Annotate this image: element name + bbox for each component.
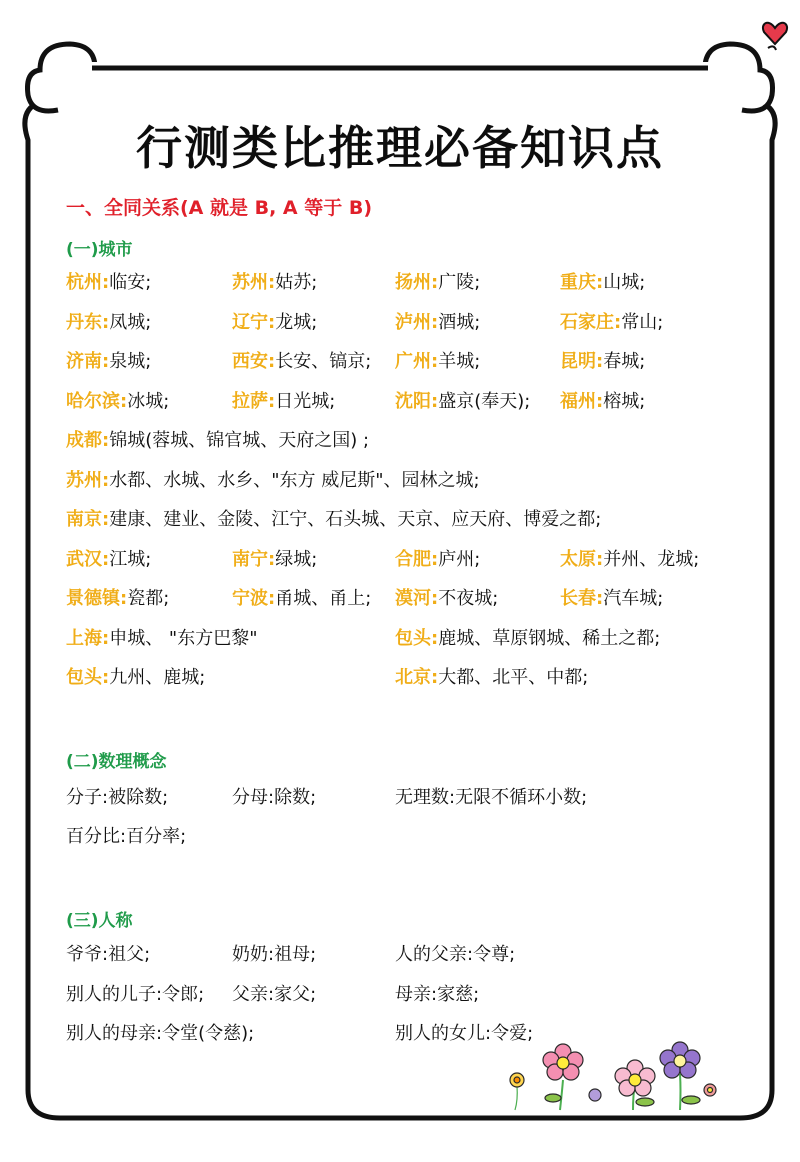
city-entry [395,663,588,693]
city-entry [232,347,371,377]
city-entry [66,584,169,614]
city-name: 哈尔滨: [66,391,128,412]
city-alias: 申城、 "东方巴黎" [109,628,258,649]
title-entry: 别人的女儿:令爱; [395,1023,534,1044]
city-name: 苏州: [66,470,110,491]
city-alias: 春城; [603,351,646,372]
concept-entry: 分母:除数; [232,787,317,808]
city-name: 景德镇: [66,588,128,609]
city-row [0,624,800,654]
city-entry [66,466,480,496]
city-alias: 酒城; [438,312,481,333]
city-row [0,387,800,417]
city-entry [66,545,151,575]
city-alias: 广陵; [438,272,481,293]
subheading-person-titles: (三)人称 [66,911,133,931]
city-alias: 常山; [621,312,664,333]
city-row [0,268,800,298]
concept-entry: 分子:被除数; [66,787,169,808]
city-alias: 不夜城; [438,588,499,609]
title-entry: 别人的儿子:令郎; [66,984,205,1005]
city-alias: 泉城; [109,351,152,372]
city-entry [395,584,498,614]
title-entry: 爷爷:祖父; [66,944,151,965]
title-entry: 奶奶:祖母; [232,944,317,965]
city-name: 合肥: [395,549,439,570]
city-name: 沈阳: [395,391,439,412]
city-name: 苏州: [232,272,276,293]
city-name: 太原: [560,549,604,570]
city-entry [66,268,151,298]
city-entry [66,505,601,535]
city-entry [395,268,480,298]
city-alias: 龙城; [275,312,318,333]
city-name: 拉萨: [232,391,276,412]
city-entry [66,663,205,693]
city-alias: 江城; [109,549,152,570]
city-entry [560,387,645,417]
city-entry [66,308,151,338]
city-entry [232,545,317,575]
city-alias: 并州、龙城; [603,549,700,570]
city-name: 包头: [395,628,439,649]
city-row [0,426,800,456]
city-row [0,505,800,535]
city-alias: 凤城; [109,312,152,333]
city-entry [232,584,371,614]
title-row [0,980,800,1010]
city-alias: 锦城(蓉城、锦官城、天府之国) ; [109,430,370,451]
city-alias: 榕城; [603,391,646,412]
city-name: 南京: [66,509,110,530]
city-entry [395,347,480,377]
title-entry: 父亲:家父; [232,984,317,1005]
city-entry [560,545,699,575]
city-alias: 绿城; [275,549,318,570]
city-name: 宁波: [232,588,276,609]
city-alias: 汽车城; [603,588,664,609]
concept-entry: 百分比:百分率; [66,826,187,847]
city-name: 杭州: [66,272,110,293]
city-name: 漠河: [395,588,439,609]
city-alias: 庐州; [438,549,481,570]
city-name: 泸州: [395,312,439,333]
subheading-cities: (一)城市 [66,240,133,260]
city-name: 扬州: [395,272,439,293]
city-name: 西安: [232,351,276,372]
city-entry [66,426,369,456]
city-alias: 水都、水城、水乡、"东方 威尼斯"、园林之城; [109,470,480,491]
city-entry [66,624,257,654]
city-alias: 姑苏; [275,272,318,293]
title-row [0,940,800,970]
city-row [0,308,800,338]
city-entry [232,387,335,417]
section-heading-full-equivalence: 一、全同关系(A 就是 B, A 等于 B) [66,197,373,219]
title-entry: 母亲:家慈; [395,984,480,1005]
city-alias: 长安、镐京; [275,351,372,372]
city-entry [66,387,169,417]
city-name: 辽宁: [232,312,276,333]
city-alias: 九州、鹿城; [109,667,206,688]
city-entry [395,624,660,654]
city-name: 石家庄: [560,312,622,333]
city-alias: 大都、北平、中都; [438,667,589,688]
concept-row [0,822,800,852]
city-name: 济南: [66,351,110,372]
concept-row [0,783,800,813]
city-name: 昆明: [560,351,604,372]
city-entry [560,347,645,377]
city-row [0,466,800,496]
city-name: 南宁: [232,549,276,570]
city-entry [232,268,317,298]
city-alias: 盛京(奉天); [438,391,531,412]
city-name: 北京: [395,667,439,688]
city-name: 福州: [560,391,604,412]
city-alias: 日光城; [275,391,336,412]
city-entry [560,308,663,338]
city-name: 广州: [395,351,439,372]
concept-entry: 无理数:无限不循环小数; [395,787,588,808]
title-entry: 别人的母亲:令堂(令慈); [66,1023,255,1044]
city-name: 丹东: [66,312,110,333]
city-name: 上海: [66,628,110,649]
city-row [0,347,800,377]
flower-decoration [505,1040,730,1112]
city-entry [232,308,317,338]
city-entry [66,347,151,377]
city-entry [395,387,530,417]
title-entry: 人的父亲:令尊; [395,944,516,965]
city-alias: 临安; [109,272,152,293]
city-name: 武汉: [66,549,110,570]
city-name: 长春: [560,588,604,609]
city-entry [560,584,663,614]
city-entry [395,308,480,338]
city-row [0,545,800,575]
city-entry [560,268,645,298]
city-row [0,584,800,614]
subheading-math-concepts: (二)数理概念 [66,752,167,772]
city-alias: 鹿城、草原钢城、稀土之都; [438,628,661,649]
city-row [0,663,800,693]
city-alias: 冰城; [127,391,170,412]
city-name: 成都: [66,430,110,451]
city-name: 重庆: [560,272,604,293]
city-entry [395,545,480,575]
page-title: 行测类比推理必备知识点 [136,121,664,175]
city-name: 包头: [66,667,110,688]
city-alias: 建康、建业、金陵、江宁、石头城、天京、应天府、博爱之都; [109,509,602,530]
city-alias: 山城; [603,272,646,293]
city-alias: 羊城; [438,351,481,372]
city-alias: 瓷都; [127,588,170,609]
city-alias: 甬城、甬上; [275,588,372,609]
